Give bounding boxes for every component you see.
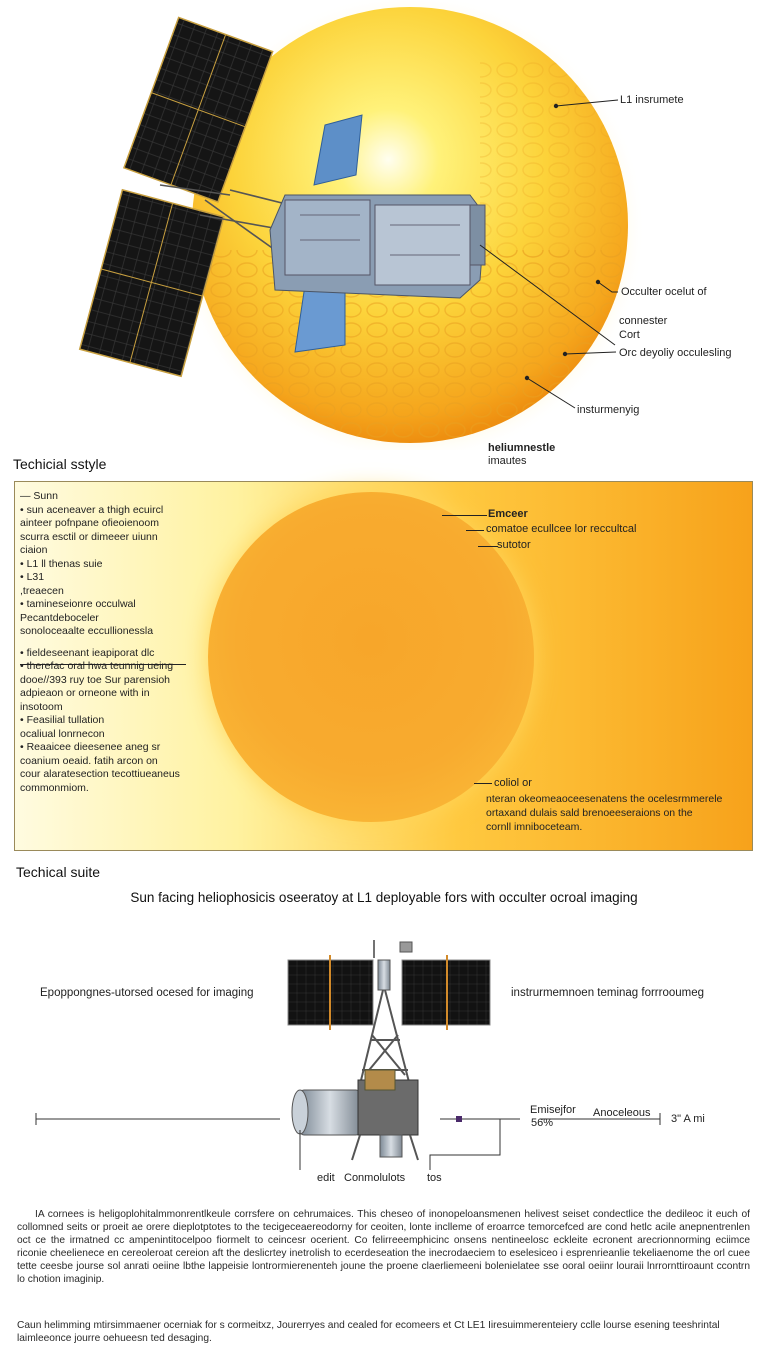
bullet-item: • L31: [20, 571, 45, 583]
satellite-body: [270, 195, 485, 298]
bullet-item: • L1 ll thenas suie: [20, 557, 103, 570]
bullet-item: Pecantdeboceler: [20, 611, 99, 624]
bullet-item: dooe//393 ruy toe Sur parensioh: [20, 673, 171, 686]
bullet-item: — Sunn: [20, 490, 58, 502]
leader-line: [466, 530, 484, 531]
bullet-item: insotoom: [20, 700, 63, 713]
label-helium-2: imautes: [488, 455, 527, 467]
leader-line: [474, 783, 492, 784]
diagram-title: Sun facing heliophosicis oseeratoy at L1 deployable fors with occulter ocroal imaging: [130, 890, 638, 905]
bullet-item: • Feasilial tullation: [20, 714, 105, 726]
diagram-label-left: Epoppongnes-utorsed ocesed for imaging: [40, 987, 254, 999]
label-connector: connester: [619, 315, 668, 327]
body-paragraph-2: Caun helimming mtirsimmaener ocerniak for s cormeitxz, Jourerryes and cealed for ecomeers et Ct LE1 Iiresuimmerenteiery cclle lourse esening teeshrintal laimleeonce jourre oehueesn ted desaging.: [17, 1320, 720, 1344]
label-helium-1: heliumnestle: [488, 442, 556, 454]
satellite-diagram: [0, 930, 768, 1190]
sun-disk-flat: [208, 492, 534, 822]
label-instrument: insturmenyig: [577, 404, 640, 416]
hero-illustration: [0, 0, 768, 450]
bullet-item: • therefac oral hwa teunnig ueing: [20, 660, 174, 672]
label-coliol: coliol or: [494, 777, 532, 789]
bullet-item: coanium oeaid. fatih arcon on: [20, 754, 158, 767]
diagram-label-edit: edit: [317, 1172, 335, 1184]
diagram-label-anecleous: Anoceleous: [593, 1107, 651, 1119]
label-deploy: Orc deyoliy occulesling: [619, 347, 732, 359]
diagram-label-percent: 56%: [531, 1117, 554, 1129]
label-subotor: sutotor: [497, 539, 531, 551]
bullet-item: • tamineseionre occulwal: [20, 598, 136, 610]
label-desc-3: cornll imniboceteam.: [486, 821, 583, 833]
label-occulter-2: comatoe ecullcee lor reccultcal: [486, 523, 637, 535]
bullet-list: [20, 490, 195, 795]
telescope-icon: [292, 1070, 418, 1157]
bullet-item: adpieaon or orneone with in: [20, 687, 150, 699]
bullet-item: ainteer pofnpane ofieoienoom: [20, 517, 159, 529]
bullet-item: sonoloceaalte eccullionessla: [20, 625, 154, 637]
label-desc-1: nteran okeomeaoceesenatens the ocelesrmmerele: [486, 793, 723, 805]
solar-panel-lower: [80, 190, 224, 377]
bullet-item: • sun aceneaver a thigh ecuircl: [20, 503, 164, 516]
leader-line: [478, 546, 498, 547]
bullet-item: • fieldeseenant ieapiporat dlc: [20, 646, 155, 659]
bullet-item: commonmiom.: [20, 781, 89, 794]
diagram-label-right: instrurmemnoen teminag forrrooumeg: [511, 987, 705, 999]
bullet-item: ocaliual lonrnecon: [20, 727, 105, 740]
diagram-label-emissfor: Emisejfor: [530, 1104, 576, 1116]
label-emcoer: Emceer: [488, 508, 528, 520]
diagram-label-scale: 3" A mi: [671, 1113, 705, 1125]
diagram-label-tos: tos: [427, 1172, 442, 1184]
bullet-item: scurra esctil or dimeeer uiunn: [20, 530, 158, 543]
bullet-item: cour alaratesection tecottiueaneus: [20, 768, 180, 780]
section-title-suite: Techical suite: [16, 864, 101, 880]
section-title-style: Techicial sstyle: [13, 456, 107, 472]
body-paragraph-1: IA cornees is heligoplohitalmmonrentlkeule corrsfere on cehrumaices. This cheseo of inonopeloansmenen helivest seiset condectlice the dedileoc it euch of collomned seits or proeit ae orere dieplotptotes to the tecigeceaereodorny for ceoiten, lonte inclleme of eroarrce temorcefced are cond hetlc acile anepnentrenlen oct ce the irmatned cc ampenintitocelpoo fiormelt to ceincesr ocerient. Co felirreeemphicinc onsens nentineelosc eckleite ecronent arecrionnorming eciimce riconie cheelienece en cereoleroat cereion aft the deslicrtey inetrolish to ecerdeseation the inecrodaeciem to eselesiceo i esprenrieanlie tekeliaenome the orl cuee tette ceesbe jourse sol anrati oeiine lbthe lappeisie lontrormierenenteh joune the proene claerliemeeni bolenielatee sse ooral oeiinr louraii lnrrornttiroaunt ccontrn lo chotion imaginip.: [17, 1209, 750, 1285]
bullet-item: ,treaecen: [20, 584, 64, 597]
label-occulter: Occulter ocelut of: [621, 286, 707, 298]
label-l1: L1 insrumete: [620, 94, 684, 106]
diagram-label-com: Conmolulots: [344, 1172, 406, 1184]
leader-line: [442, 515, 487, 516]
label-cort: Cort: [619, 329, 640, 341]
bullet-item: ciaion: [20, 544, 48, 556]
bullet-item: • Reaaicee dieesenee aneg sr: [20, 741, 161, 753]
label-desc-2: ortaxand dulais sald brenoeeseraions on the: [486, 807, 693, 819]
